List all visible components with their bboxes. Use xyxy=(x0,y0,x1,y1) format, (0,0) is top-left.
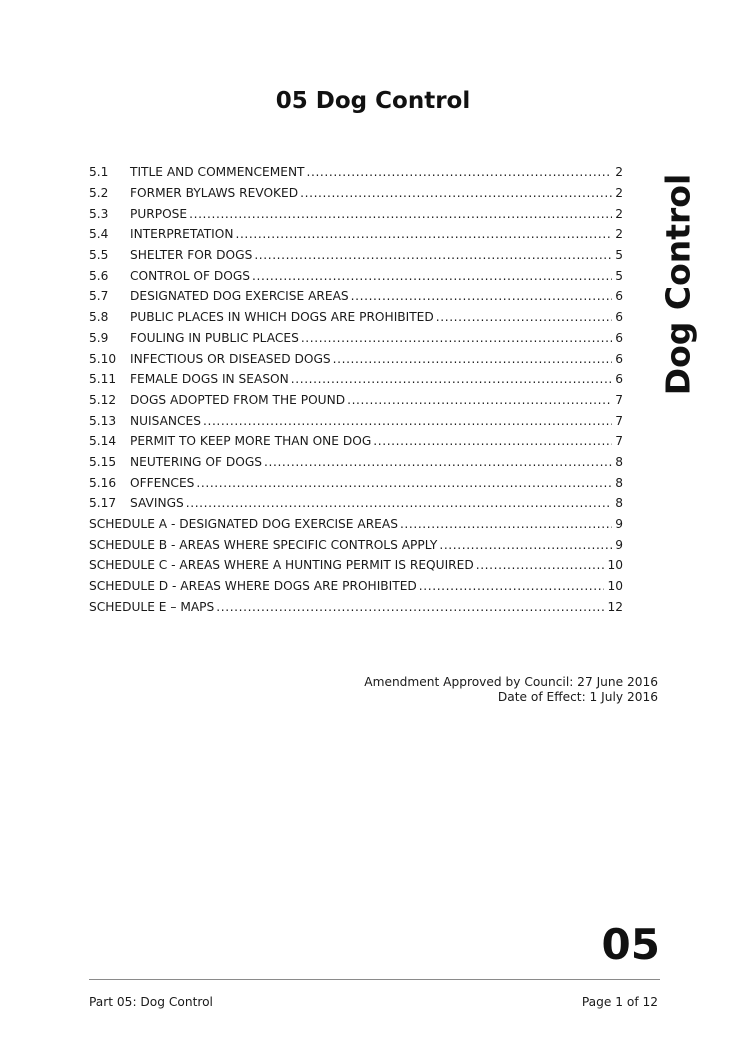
toc-entry[interactable] xyxy=(89,555,623,576)
toc-entry-label: SCHEDULE C - AREAS WHERE A HUNTING PERMIT IS REQUIRED xyxy=(89,558,474,573)
toc-dot-leader xyxy=(254,248,612,262)
toc-entry-label: SCHEDULE B - AREAS WHERE SPECIFIC CONTROLS APPLY xyxy=(89,537,438,552)
toc-dot-leader xyxy=(252,269,612,283)
side-tab-label: Dog Control xyxy=(658,173,698,395)
toc-entry-page: 6 xyxy=(615,330,623,345)
toc-entry-number: 5.2 xyxy=(89,186,109,201)
toc-entry-number: 5.15 xyxy=(89,454,117,469)
toc-entry-label: SAVINGS xyxy=(130,496,184,511)
toc-entry-number: 5.5 xyxy=(89,248,109,263)
toc-entry-page: 9 xyxy=(615,537,623,552)
toc-dot-leader xyxy=(186,496,612,510)
toc-entry[interactable] xyxy=(89,514,623,535)
toc-entry-page: 8 xyxy=(615,475,623,490)
toc-entry[interactable] xyxy=(89,224,623,245)
toc-entry[interactable] xyxy=(89,410,623,431)
toc-dot-leader xyxy=(351,289,612,303)
toc-entry-number: 5.8 xyxy=(89,310,109,325)
toc-entry[interactable] xyxy=(89,369,623,390)
toc-dot-leader xyxy=(301,331,612,345)
toc-dot-leader xyxy=(264,455,612,469)
toc-entry-page: 2 xyxy=(615,227,623,242)
toc-dot-leader xyxy=(189,207,612,221)
toc-entry-number: 5.3 xyxy=(89,206,109,221)
toc-entry-page: 2 xyxy=(615,206,623,221)
toc-entry-page: 12 xyxy=(607,599,623,614)
toc-entry-number: 5.10 xyxy=(89,351,117,366)
toc-entry[interactable] xyxy=(89,245,623,266)
toc-entry-label: FOULING IN PUBLIC PLACES xyxy=(130,330,299,345)
toc-entry-label: SCHEDULE D - AREAS WHERE DOGS ARE PROHIBITED xyxy=(89,579,417,594)
toc-entry[interactable] xyxy=(89,203,623,224)
toc-dot-leader xyxy=(333,352,612,366)
toc-entry-label: CONTROL OF DOGS xyxy=(130,268,251,283)
toc-entry-label: DESIGNATED DOG EXERCISE AREAS xyxy=(130,289,349,304)
toc-entry[interactable] xyxy=(89,328,623,349)
footer-page-number: Page 1 of 12 xyxy=(581,995,658,1009)
toc-entry-page: 6 xyxy=(615,310,623,325)
toc-entry[interactable] xyxy=(89,286,623,307)
toc-entry-number: 5.17 xyxy=(89,496,117,511)
toc-dot-leader xyxy=(436,310,612,324)
toc-entry-label: PERMIT TO KEEP MORE THAN ONE DOG xyxy=(130,434,372,449)
toc-entry-label: NEUTERING OF DOGS xyxy=(130,454,263,469)
toc-dot-leader xyxy=(300,186,612,200)
toc-entry-label: DOGS ADOPTED FROM THE POUND xyxy=(130,392,346,407)
toc-entry-page: 8 xyxy=(615,496,623,511)
toc-dot-leader xyxy=(439,538,612,552)
toc-entry-page: 6 xyxy=(615,351,623,366)
toc-entry-page: 7 xyxy=(615,413,623,428)
toc-entry-page: 6 xyxy=(615,289,623,304)
toc-entry-label: NUISANCES xyxy=(130,413,201,428)
toc-dot-leader xyxy=(476,558,605,572)
toc-entry-page: 2 xyxy=(615,186,623,201)
toc-entry-number: 5.7 xyxy=(89,289,109,304)
toc-entry-label: PURPOSE xyxy=(130,206,188,221)
footer-part-label: Part 05: Dog Control xyxy=(89,995,213,1009)
toc-entry-page: 10 xyxy=(607,579,623,594)
toc-dot-leader xyxy=(196,476,612,490)
toc-entry-number: 5.6 xyxy=(89,268,109,283)
amendment-approved: Amendment Approved by Council: 27 June 2016 xyxy=(364,675,658,689)
toc-entry-page: 7 xyxy=(615,392,623,407)
toc-dot-leader xyxy=(307,165,613,179)
toc-entry-label: PUBLIC PLACES IN WHICH DOGS ARE PROHIBITED xyxy=(130,310,434,325)
toc-entry-number: 5.14 xyxy=(89,434,117,449)
toc-entry[interactable] xyxy=(89,534,623,555)
toc-entry-label: SCHEDULE E – MAPS xyxy=(89,599,215,614)
toc-entry-label: INTERPRETATION xyxy=(130,227,234,242)
toc-entry[interactable] xyxy=(89,390,623,411)
toc-dot-leader xyxy=(373,434,612,448)
side-tab xyxy=(660,168,696,400)
part-number: 05 xyxy=(601,920,660,969)
toc-dot-leader xyxy=(347,393,612,407)
toc-entry[interactable] xyxy=(89,493,623,514)
toc-entry-number: 5.4 xyxy=(89,227,109,242)
toc-entry-label: FORMER BYLAWS REVOKED xyxy=(130,186,299,201)
toc-entry[interactable] xyxy=(89,307,623,328)
toc-entry-page: 7 xyxy=(615,434,623,449)
table-of-contents xyxy=(89,162,623,617)
toc-entry-page: 6 xyxy=(615,372,623,387)
toc-entry-page: 5 xyxy=(615,248,623,263)
footer-divider xyxy=(89,979,660,980)
toc-entry-label: SHELTER FOR DOGS xyxy=(130,248,253,263)
toc-entry[interactable] xyxy=(89,452,623,473)
toc-entry[interactable] xyxy=(89,431,623,452)
toc-entry-label: FEMALE DOGS IN SEASON xyxy=(130,372,289,387)
date-of-effect: Date of Effect: 1 July 2016 xyxy=(497,690,658,704)
toc-entry[interactable] xyxy=(89,183,623,204)
toc-entry[interactable] xyxy=(89,162,623,183)
toc-dot-leader xyxy=(291,372,612,386)
amendment-info xyxy=(364,675,658,705)
toc-dot-leader xyxy=(203,414,612,428)
page-title: 05 Dog Control xyxy=(275,88,471,114)
toc-dot-leader xyxy=(400,517,612,531)
toc-entry-page: 2 xyxy=(615,165,623,180)
toc-entry[interactable] xyxy=(89,576,623,597)
toc-entry[interactable] xyxy=(89,472,623,493)
toc-entry-label: INFECTIOUS OR DISEASED DOGS xyxy=(130,351,331,366)
toc-entry-label: OFFENCES xyxy=(130,475,195,490)
toc-dot-leader xyxy=(216,600,604,614)
toc-entry-label: SCHEDULE A - DESIGNATED DOG EXERCISE AREAS xyxy=(89,517,398,532)
toc-entry-label: TITLE AND COMMENCEMENT xyxy=(130,165,305,180)
toc-entry-number: 5.12 xyxy=(89,392,117,407)
toc-entry-number: 5.13 xyxy=(89,413,117,428)
toc-entry-page: 9 xyxy=(615,517,623,532)
toc-entry-number: 5.9 xyxy=(89,330,109,345)
toc-entry-page: 8 xyxy=(615,454,623,469)
toc-entry-page: 10 xyxy=(607,558,623,573)
toc-entry-page: 5 xyxy=(615,268,623,283)
toc-entry-number: 5.11 xyxy=(89,372,117,387)
toc-dot-leader xyxy=(419,579,605,593)
toc-entry-number: 5.16 xyxy=(89,475,117,490)
toc-dot-leader xyxy=(235,227,612,241)
toc-entry-number: 5.1 xyxy=(89,165,109,180)
toc-entry[interactable] xyxy=(89,348,623,369)
toc-entry[interactable] xyxy=(89,265,623,286)
toc-entry[interactable] xyxy=(89,596,623,617)
